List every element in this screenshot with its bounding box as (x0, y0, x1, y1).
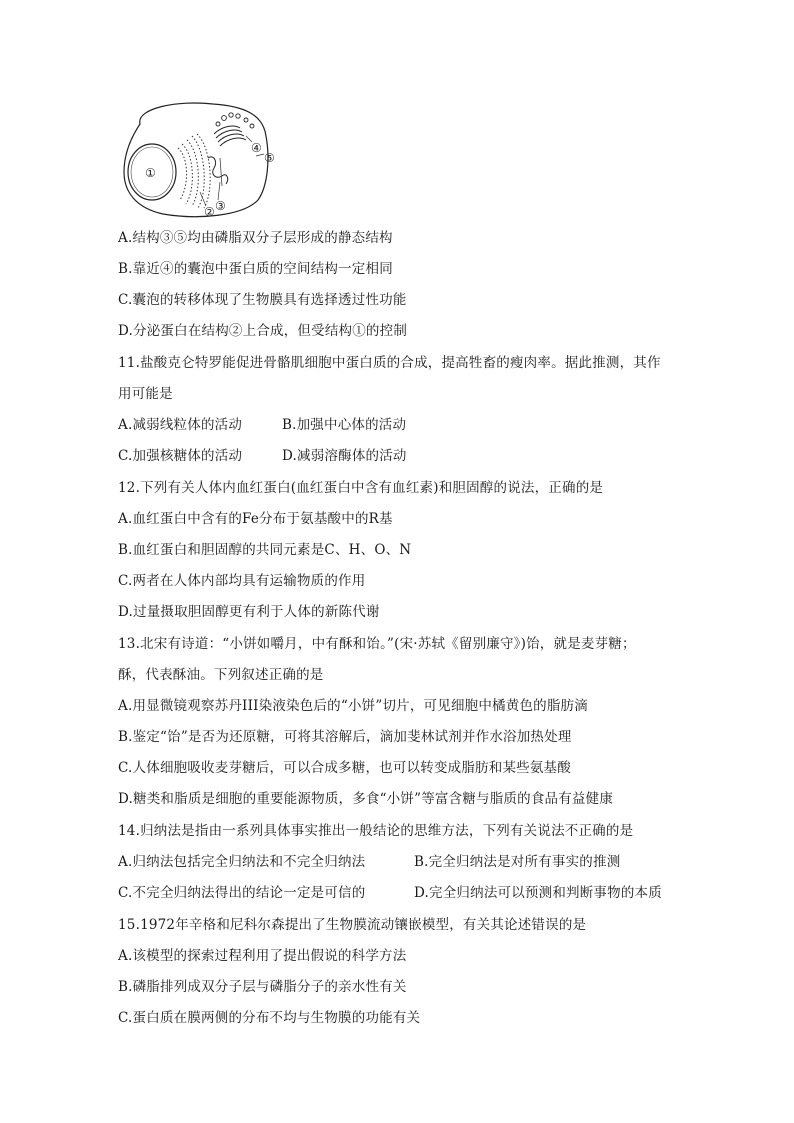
q10-option-d: D.分泌蛋白在结构②上合成，但受结构①的控制 (118, 323, 408, 339)
label-4: ④ (251, 141, 262, 155)
q13-stem-line1: 13.北宋有诗道：“小饼如嚼月，中有酥和饴。”(宋·苏轼《留别廉守》)饴，就是麦芽糖； (118, 636, 636, 652)
q14-option-d: D.完全归纳法可以预测和判断事物的本质 (414, 885, 662, 901)
q14-option-a: A.归纳法包括完全归纳法和不完全归纳法 (118, 854, 366, 870)
q11-stem-line2: 用可能是 (118, 386, 173, 402)
q15-option-a: A.该模型的探索过程利用了提出假说的科学方法 (118, 948, 407, 964)
mitochondrion (208, 157, 228, 184)
label-2: ② (204, 205, 215, 219)
q10-option-c: C.囊泡的转移体现了生物膜具有选择透过性功能 (118, 292, 407, 308)
q12-option-c: C.两者在人体内部均具有运输物质的作用 (118, 573, 366, 589)
q11-option-a: A.减弱线粒体的活动 (118, 417, 243, 433)
q11-option-b: B.加强中心体的活动 (282, 417, 407, 433)
q15-option-c: C.蛋白质在膜两侧的分布不均与生物膜的功能有关 (118, 1010, 421, 1026)
q14-stem: 14.归纳法是指由一系列具体事实推出一般结论的思维方法，下列有关说法不正确的是 (118, 823, 634, 839)
cell-diagram (118, 96, 278, 220)
q14-option-c: C.不完全归纳法得出的结论一定是可信的 (118, 885, 366, 901)
label-1: ① (145, 166, 156, 180)
q11-option-c: C.加强核糖体的活动 (118, 448, 243, 464)
q11-option-d: D.减弱溶酶体的活动 (282, 448, 407, 464)
q14-option-b: B.完全归纳法是对所有事实的推测 (414, 854, 621, 870)
q13-option-c: C.人体细胞吸收麦芽糖后，可以合成多糖，也可以转变成脂肪和某些氨基酸 (118, 760, 571, 776)
q10-option-a: A.结构③⑤均由磷脂双分子层形成的静态结构 (118, 230, 393, 246)
q13-option-d: D.糖类和脂质是细胞的重要能源物质，多食“小饼”等富含糖与脂质的食品有益健康 (118, 791, 614, 807)
q13-option-b: B.鉴定“饴”是否为还原糖，可将其溶解后，滴加斐林试剂并作水浴加热处理 (118, 729, 572, 745)
label-3: ③ (215, 199, 226, 213)
q11-stem-line1: 11.盐酸克仑特罗能促进骨骼肌细胞中蛋白质的合成，提高牲畜的瘦肉率。据此推测，其作 (118, 355, 661, 371)
q13-stem-line2: 酥，代表酥油。下列叙述正确的是 (118, 667, 324, 683)
q12-option-b: B.血红蛋白和胆固醇的共同元素是C、H、O、N (118, 542, 412, 558)
rough-er (178, 134, 210, 208)
q12-option-d: D.过量摄取胆固醇更有利于人体的新陈代谢 (118, 604, 380, 620)
q10-option-b: B.靠近④的囊泡中蛋白质的空间结构一定相同 (118, 261, 393, 277)
q15-stem: 15.1972年辛格和尼科尔森提出了生物膜流动镶嵌模型，有关其论述错误的是 (118, 917, 587, 933)
q13-option-a: A.用显微镜观察苏丹III染液染色后的“小饼”切片，可见细胞中橘黄色的脂肪滴 (118, 698, 588, 714)
q12-stem: 12.下列有关人体内血红蛋白(血红蛋白中含有血红素)和胆固醇的说法，正确的是 (118, 480, 604, 496)
q15-option-b: B.磷脂排列成双分子层与磷脂分子的亲水性有关 (118, 979, 407, 995)
q12-option-a: A.血红蛋白中含有的Fe分布于氨基酸中的R基 (118, 511, 393, 527)
golgi-apparatus (214, 126, 246, 146)
label-5: ⑤ (264, 151, 275, 165)
